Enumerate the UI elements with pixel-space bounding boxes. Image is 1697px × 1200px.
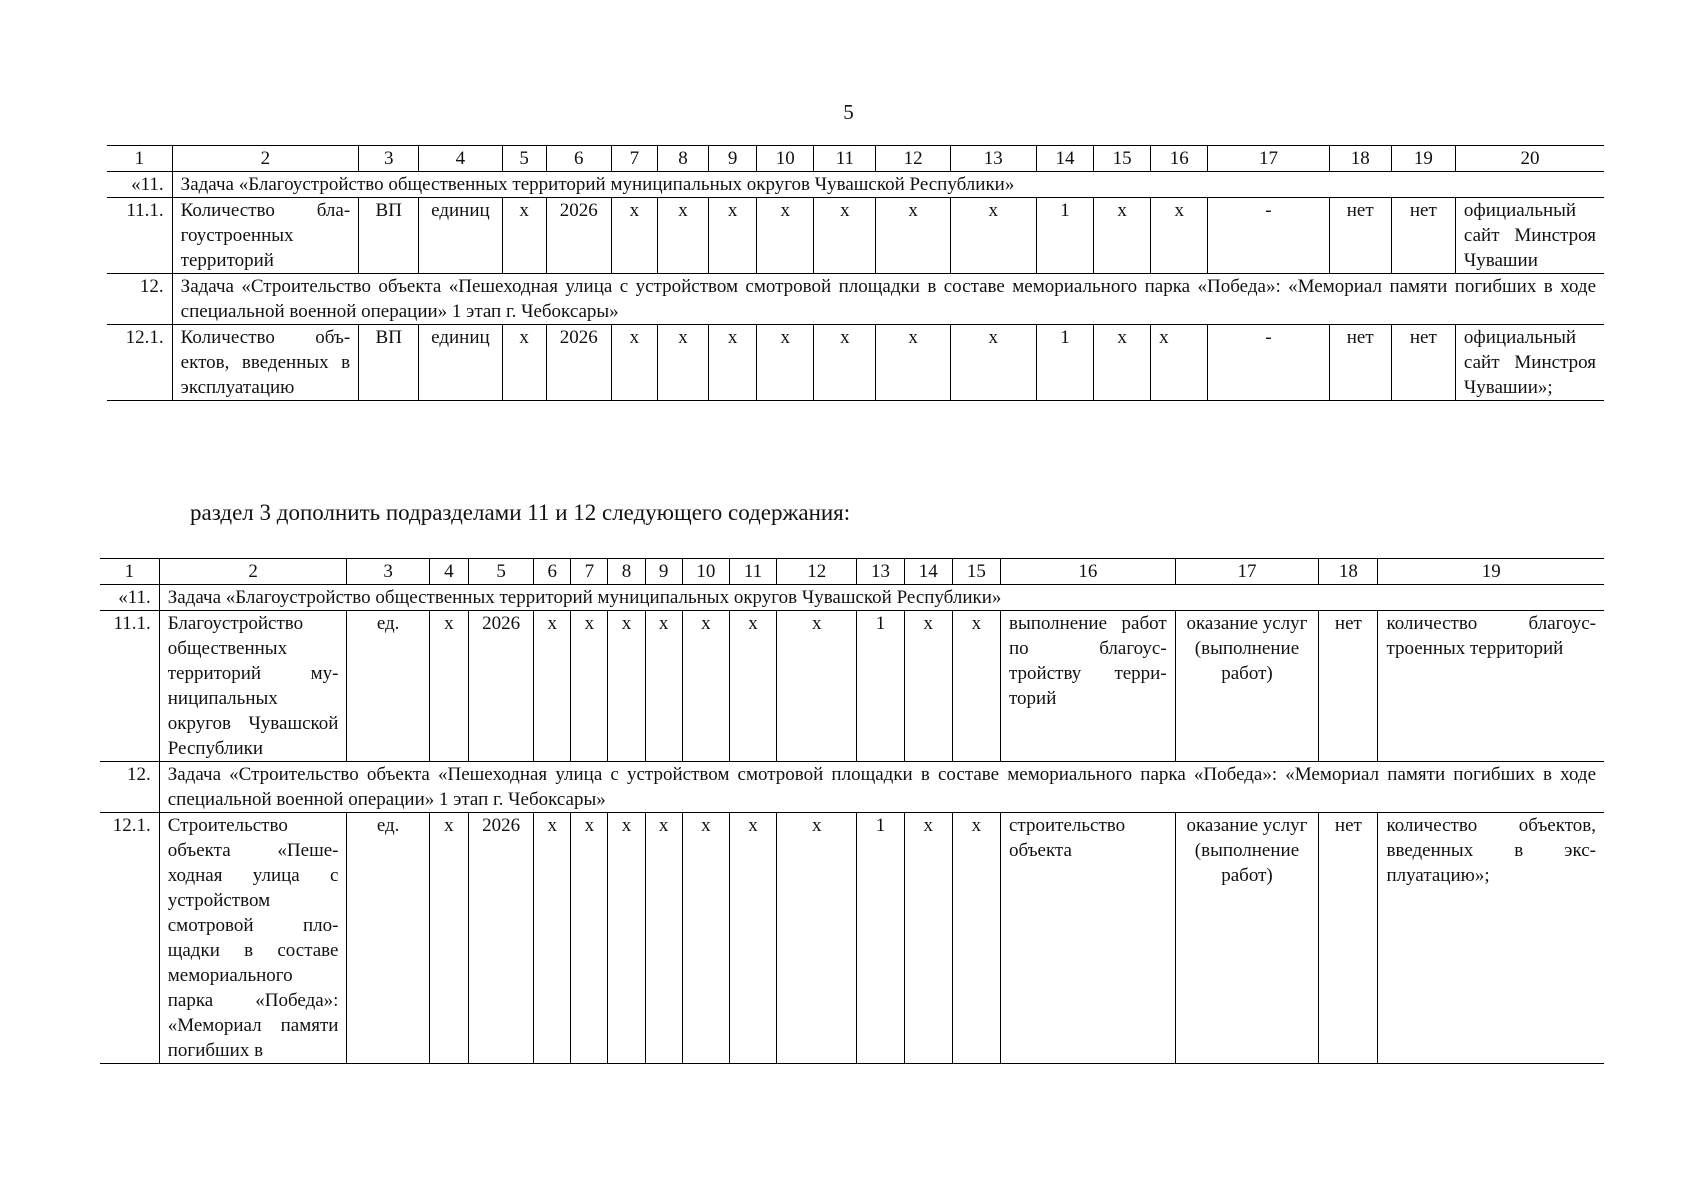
cell: х <box>571 813 608 1064</box>
cell: х <box>502 325 546 401</box>
indicator-name: Количество объектов, введенных в эксплуатацию <box>172 325 358 401</box>
cell: х <box>1151 325 1208 401</box>
cell: х <box>876 325 950 401</box>
cell: 1 <box>1036 325 1093 401</box>
table-row <box>100 813 1604 1064</box>
cell: - <box>1208 198 1329 274</box>
cell: х <box>657 325 708 401</box>
col-header: 19 <box>1391 146 1455 172</box>
task-row <box>100 762 1604 813</box>
col-header: 9 <box>645 559 682 585</box>
cell: х <box>645 813 682 1064</box>
col-header: 2 <box>159 559 347 585</box>
table-row <box>107 198 1604 274</box>
cell: х <box>534 813 571 1064</box>
cell: х <box>1094 325 1151 401</box>
col-header: 5 <box>468 559 533 585</box>
type-cell: оказание услуг (выполнение работ) <box>1175 813 1319 1064</box>
cell: х <box>682 813 729 1064</box>
col-header: 3 <box>359 146 419 172</box>
row-number: 12. <box>100 762 159 813</box>
col-header: 18 <box>1319 559 1378 585</box>
col-header: 11 <box>729 559 776 585</box>
cell: ед. <box>347 611 429 762</box>
row-number: 11.1. <box>107 198 172 274</box>
cell: - <box>1208 325 1329 401</box>
source-cell: официальный сайт Минстроя Чувашии <box>1455 198 1604 274</box>
cell: х <box>611 325 657 401</box>
col-header: 7 <box>571 559 608 585</box>
cell: х <box>950 325 1036 401</box>
task-row <box>107 172 1604 198</box>
cell: х <box>608 611 645 762</box>
cell: нет <box>1391 198 1455 274</box>
cell: х <box>729 813 776 1064</box>
cell: 1 <box>1036 198 1093 274</box>
cell: х <box>757 325 814 401</box>
cell: х <box>608 813 645 1064</box>
cell: единиц <box>419 325 502 401</box>
col-header: 14 <box>904 559 952 585</box>
task-row <box>100 585 1604 611</box>
col-header: 9 <box>709 146 757 172</box>
col-header: 1 <box>107 146 172 172</box>
cell: х <box>729 611 776 762</box>
table-header-row <box>107 146 1604 172</box>
col-header: 2 <box>172 146 358 172</box>
col-header: 15 <box>1094 146 1151 172</box>
cell: х <box>682 611 729 762</box>
col-header: 11 <box>814 146 876 172</box>
col-header: 13 <box>857 559 904 585</box>
source-cell: официальный сайт Минстроя Чувашии»; <box>1455 325 1604 401</box>
col-header: 12 <box>876 146 950 172</box>
cell: х <box>571 611 608 762</box>
col-header: 20 <box>1455 146 1604 172</box>
cell: 2026 <box>546 198 611 274</box>
cell: 2026 <box>468 813 533 1064</box>
col-header: 16 <box>1001 559 1176 585</box>
result-cell: количество объектов, введенных в эксплуатацию»; <box>1378 813 1604 1064</box>
cell: х <box>904 813 952 1064</box>
row-number: 12.1. <box>107 325 172 401</box>
cell: нет <box>1319 813 1378 1064</box>
col-header: 15 <box>952 559 1000 585</box>
cell: х <box>876 198 950 274</box>
row-number: «11. <box>107 172 172 198</box>
cell: 2026 <box>546 325 611 401</box>
element-name: Строительство объекта «Пешеходная улица с устройством смотровой площадки в составе мемориального парка «Победа»: «Мемориал памяти погибших в <box>159 813 347 1064</box>
measure-cell: выполнение работ по благоустройству территорий <box>1001 611 1176 762</box>
cell: х <box>777 611 857 762</box>
col-header: 3 <box>347 559 429 585</box>
cell: ВП <box>359 325 419 401</box>
task-title: Задача «Строительство объекта «Пешеходная улица с устройством смотровой площадки в составе мемориального парка «Победа»: «Мемориал памяти погибших в ходе специальной военной операции» 1 этап г. Чебоксары» <box>172 274 1604 325</box>
task-title: Задача «Благоустройство общественных территорий муниципальных округов Чувашской Республики» <box>159 585 1604 611</box>
col-header: 12 <box>777 559 857 585</box>
cell: х <box>1151 198 1208 274</box>
cell: х <box>814 325 876 401</box>
section-instruction: раздел 3 дополнить подразделами 11 и 12 следующего содержания: <box>190 500 851 525</box>
cell: нет <box>1329 325 1391 401</box>
cell: х <box>645 611 682 762</box>
col-header: 16 <box>1151 146 1208 172</box>
col-header: 10 <box>757 146 814 172</box>
table-header-row <box>100 559 1604 585</box>
col-header: 6 <box>534 559 571 585</box>
cell: х <box>1094 198 1151 274</box>
col-header: 5 <box>502 146 546 172</box>
task-title: Задача «Строительство объекта «Пешеходная улица с устройством смотровой площадки в составе мемориального парка «Победа»: «Мемориал памяти погибших в ходе специальной военной операции» 1 этап г. Чебоксары» <box>159 762 1604 813</box>
cell: ед. <box>347 813 429 1064</box>
cell: нет <box>1329 198 1391 274</box>
col-header: 18 <box>1329 146 1391 172</box>
table-row <box>107 325 1604 401</box>
col-header: 4 <box>419 146 502 172</box>
type-cell: оказание услуг (выполнение работ) <box>1175 611 1319 762</box>
cell: ВП <box>359 198 419 274</box>
page-number: 5 <box>843 100 854 124</box>
col-header: 19 <box>1378 559 1604 585</box>
cell: х <box>429 611 468 762</box>
cell: х <box>709 325 757 401</box>
cell: х <box>950 198 1036 274</box>
measure-cell: строительство объекта <box>1001 813 1176 1064</box>
cell: х <box>777 813 857 1064</box>
col-header: 10 <box>682 559 729 585</box>
result-cell: количество благоустроенных территорий <box>1378 611 1604 762</box>
col-header: 4 <box>429 559 468 585</box>
table-row <box>100 611 1604 762</box>
cell: х <box>814 198 876 274</box>
col-header: 14 <box>1036 146 1093 172</box>
indicators-table <box>107 145 1604 401</box>
cell: х <box>429 813 468 1064</box>
cell: х <box>904 611 952 762</box>
cell: х <box>709 198 757 274</box>
cell: х <box>952 611 1000 762</box>
cell: х <box>657 198 708 274</box>
cell: нет <box>1391 325 1455 401</box>
row-number: 12.1. <box>100 813 159 1064</box>
element-name: Благоустройство общественных территорий муниципальных округов Чувашской Республики <box>159 611 347 762</box>
cell: 1 <box>857 611 904 762</box>
cell: 1 <box>857 813 904 1064</box>
col-header: 17 <box>1208 146 1329 172</box>
task-row <box>107 274 1604 325</box>
col-header: 8 <box>657 146 708 172</box>
cell: х <box>952 813 1000 1064</box>
cell: х <box>757 198 814 274</box>
col-header: 17 <box>1175 559 1319 585</box>
col-header: 8 <box>608 559 645 585</box>
indicator-name: Количество благоустроенных территорий <box>172 198 358 274</box>
cell: 2026 <box>468 611 533 762</box>
row-number: «11. <box>100 585 159 611</box>
col-header: 1 <box>100 559 159 585</box>
cell: х <box>502 198 546 274</box>
cell: х <box>611 198 657 274</box>
col-header: 6 <box>546 146 611 172</box>
row-number: 11.1. <box>100 611 159 762</box>
cell: х <box>534 611 571 762</box>
row-number: 12. <box>107 274 172 325</box>
task-title: Задача «Благоустройство общественных территорий муниципальных округов Чувашской Республики» <box>172 172 1604 198</box>
cell: нет <box>1319 611 1378 762</box>
structural-elements-table <box>100 558 1604 1064</box>
col-header: 7 <box>611 146 657 172</box>
col-header: 13 <box>950 146 1036 172</box>
cell: единиц <box>419 198 502 274</box>
